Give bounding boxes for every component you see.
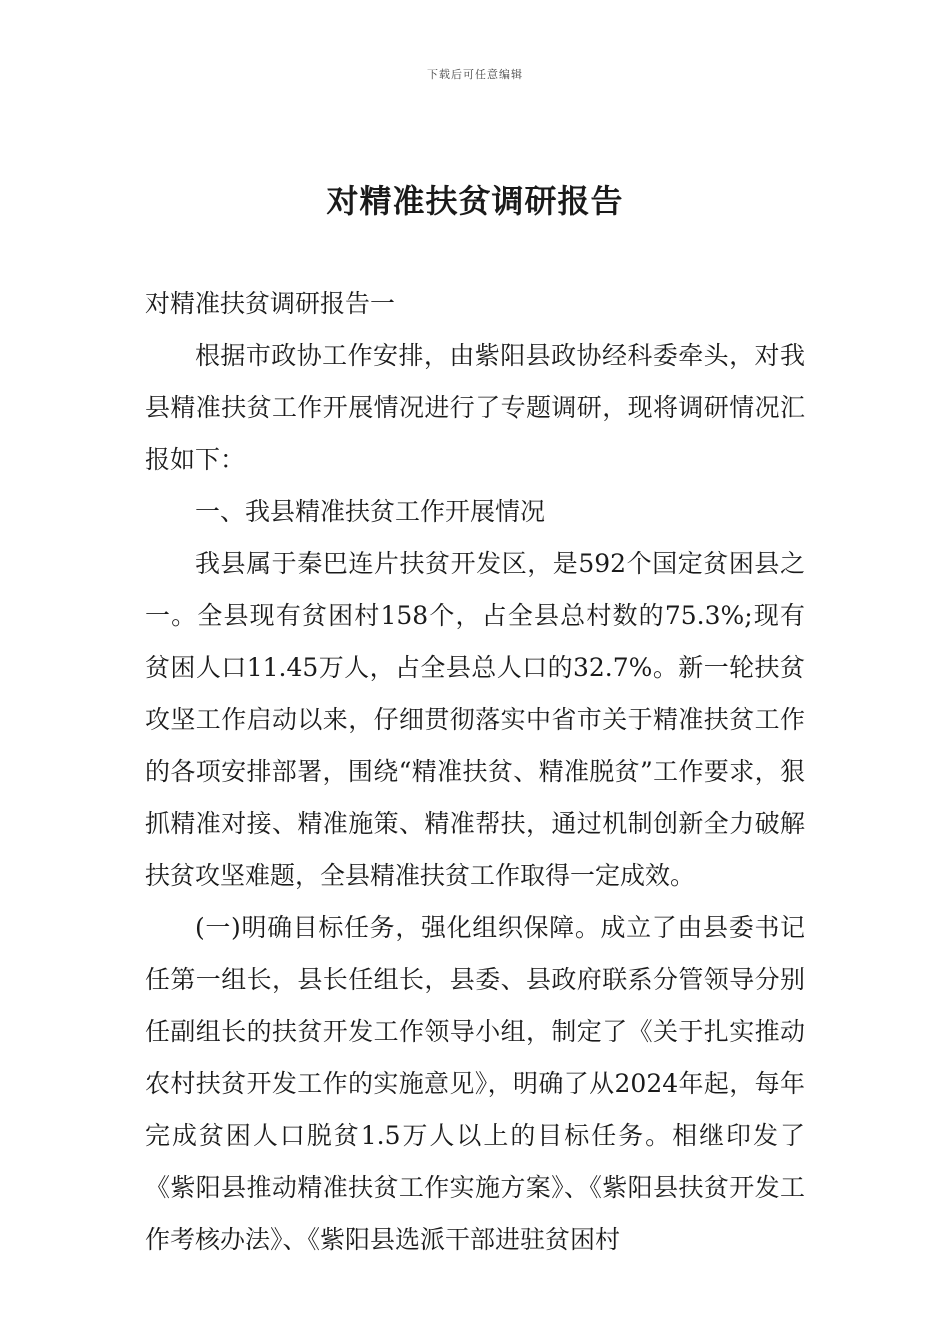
document-title: 对精准扶贫调研报告 xyxy=(326,182,624,220)
paragraph-overview: 我县属于秦巴连片扶贫开发区，是592个国定贫困县之一。全县现有贫困村158个，占全县总村数的75.3%;现有贫困人口11.45万人，占全县总人口的32.7%。新一轮扶贫攻坚工作启动以来，仔细贯彻落实中省市关于精准扶贫工作的各项安排部署，围绕“精准扶贫、精准脱贫”工作要求，狠抓精准对接、精准施策、精准帮扶，通过机制创新全力破解扶贫攻坚难题，全县精准扶贫工作取得一定成效。 xyxy=(145,549,805,890)
document-body xyxy=(145,278,805,1266)
paragraph-intro: 根据市政协工作安排，由紫阳县政协经科委牵头，对我县精准扶贫工作开展情况进行了专题调研，现将调研情况汇报如下： xyxy=(145,341,805,474)
header-note: 下载后可任意编辑 xyxy=(427,68,523,81)
paragraph-subtitle: 对精准扶贫调研报告一 xyxy=(145,289,396,318)
section-heading: 一、我县精准扶贫工作开展情况 xyxy=(195,497,546,526)
paragraph-goals: (一)明确目标任务，强化组织保障。成立了由县委书记任第一组长，县长任组长，县委、县政府联系分管领导分别任副组长的扶贫开发工作领导小组，制定了《关于扎实推动农村扶贫开发工作的实施意见》，明确了从2024年起，每年完成贫困人口脱贫1.5万人以上的目标任务。相继印发了《紫阳县推动精准扶贫工作实施方案》、《紫阳县扶贫开发工作考核办法》、《紫阳县选派干部进驻贫困村 xyxy=(145,913,805,1254)
